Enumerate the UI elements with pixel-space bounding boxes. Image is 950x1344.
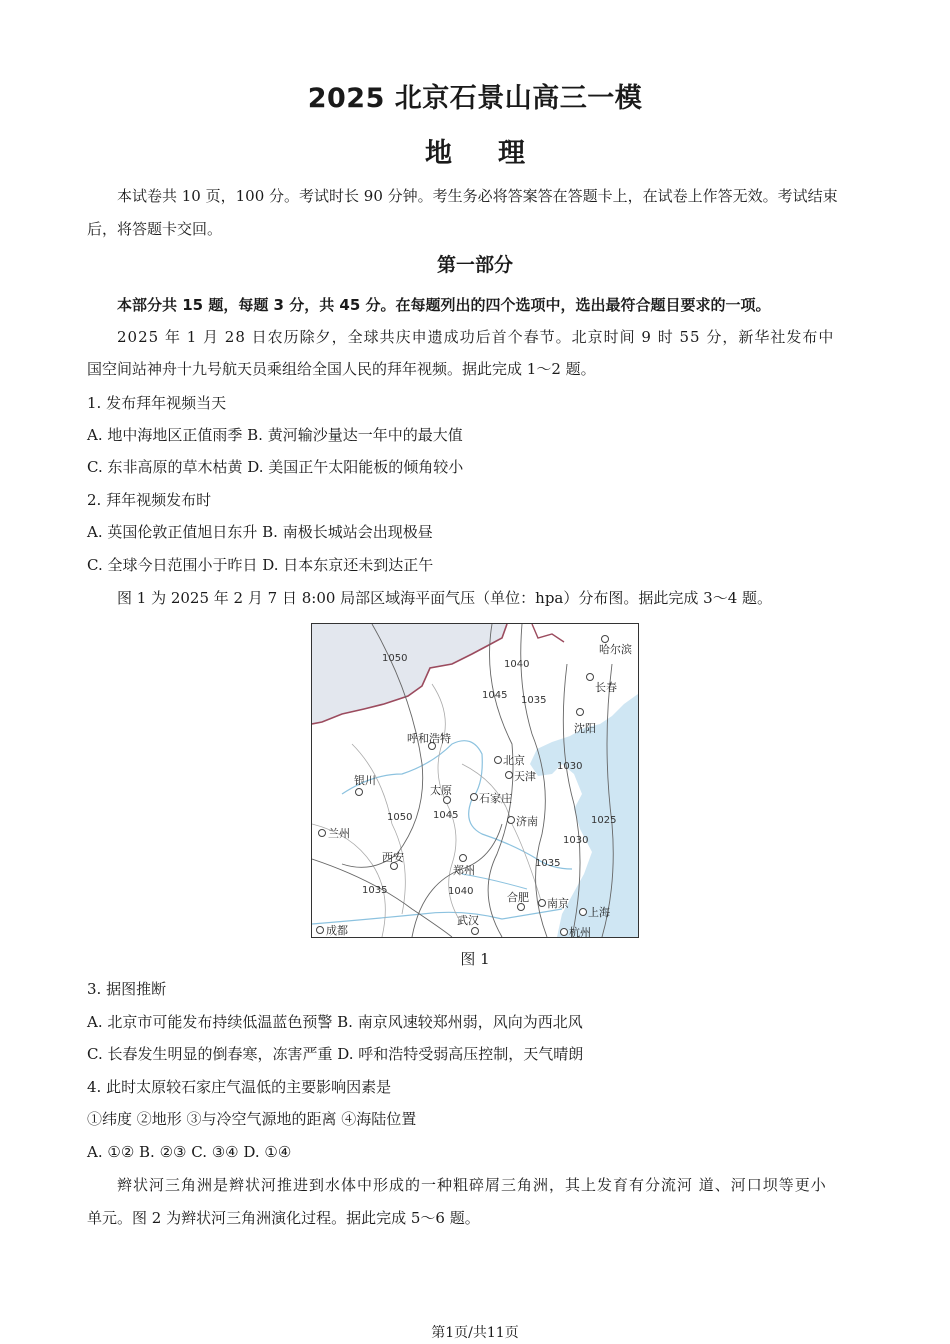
part-one-heading: 第一部分	[436, 254, 513, 276]
exam-title: 2025 北京石景山高三一模	[307, 83, 643, 114]
svg-text:合肥: 合肥	[507, 891, 529, 904]
city-shenyang	[574, 709, 596, 736]
city-zhengzhou	[453, 855, 475, 878]
city-beijing	[495, 753, 526, 767]
svg-text:南京: 南京	[547, 897, 569, 910]
svg-text:郑州: 郑州	[453, 864, 475, 877]
subject-title: 地理	[425, 138, 571, 169]
svg-text:沈阳: 沈阳	[574, 722, 596, 735]
isobar-label: 1045	[433, 810, 459, 821]
question-4-factors: ①纬度 ②地形 ③与冷空气源地的距离 ④海陆位置	[87, 1110, 417, 1128]
northeast-border	[532, 624, 564, 642]
province-border-4	[312, 824, 388, 937]
city-hohhot	[407, 731, 451, 750]
isobar-label: 1040	[504, 659, 530, 670]
question-3-options-cd: C. 长春发生明显的倒春寒，冻害严重 D. 呼和浩特受弱高压控制，天气晴朗	[87, 1045, 584, 1063]
svg-text:武汉: 武汉	[457, 914, 479, 927]
svg-text:太原: 太原	[430, 784, 452, 797]
svg-text:长春: 长春	[595, 681, 617, 694]
svg-text:兰州: 兰州	[328, 827, 350, 840]
question-4-stem: 4. 此时太原较石家庄气温低的主要影响因素是	[87, 1078, 392, 1096]
city-shijiazhuang	[471, 791, 513, 805]
question-3-stem: 3. 据图推断	[87, 980, 167, 998]
question-3-options-ab: A. 北京市可能发布持续低温蓝色预警 B. 南京风速较郑州弱，风向为西北风	[87, 1013, 583, 1031]
city-taiyuan	[430, 783, 452, 804]
city-tianjin	[506, 769, 537, 783]
svg-text:济南: 济南	[516, 815, 538, 828]
isobar-label: 1040	[448, 886, 474, 897]
isobar-label: 1035	[521, 695, 547, 706]
svg-text:呼和浩特: 呼和浩特	[407, 732, 451, 745]
svg-text:成都: 成都	[326, 924, 348, 937]
passage-3-line-1: 辫状河三角洲是辫状河推进到水体中形成的一种粗碎屑三角洲，其上发育有分流河 道、河口坝等更小	[117, 1176, 827, 1194]
city-yinchuan	[354, 773, 376, 796]
isobar-label: 1025	[591, 815, 617, 826]
passage-1-line-1: 2025 年 1 月 28 日农历除夕，全球共庆申遗成功后首个春节。北京时间 9 时 55 分，新华社发布中	[117, 328, 835, 346]
isobar-label: 1045	[482, 690, 508, 701]
passage-3-line-2: 单元。图 2 为辫状河三角洲演化过程。据此完成 5～6 题。	[87, 1209, 480, 1227]
svg-text:哈尔滨: 哈尔滨	[599, 643, 632, 656]
city-chengdu	[317, 923, 349, 937]
exam-instructions: 本试卷共 10 页，100 分。考试时长 90 分钟。考生务必将答案答在答题卡上，在试卷上作答无效。考试结束后，将答题卡交回。	[87, 187, 838, 238]
part-one-instruction: 本部分共 15 题，每题 3 分，共 45 分。在每题列出的四个选项中，选出最符合题目要求的一项。	[117, 296, 771, 314]
question-1-stem: 1. 发布拜年视频当天	[87, 394, 227, 412]
city-xian	[382, 850, 404, 870]
isobar-label: 1030	[557, 761, 583, 772]
figure-1-caption: 图 1	[460, 950, 490, 968]
city-wuhan	[457, 913, 479, 935]
page-footer: 第1页/共11页	[431, 1325, 519, 1341]
question-4-options: A. ①② B. ②③ C. ③④ D. ①④	[87, 1143, 292, 1161]
isobar-label: 1030	[563, 835, 589, 846]
pressure-map-figure	[311, 623, 639, 938]
isobar-label: 1035	[535, 858, 561, 869]
city-lanzhou	[319, 827, 351, 840]
city-harbin	[599, 636, 632, 657]
svg-text:西安: 西安	[382, 851, 404, 864]
question-2-options-cd: C. 全球今日范围小于昨日 D. 日本东京还未到达正午	[87, 556, 434, 574]
passage-2: 图 1 为 2025 年 2 月 7 日 8:00 局部区域海平面气压（单位：hpa）分布图。据此完成 3～4 题。	[117, 589, 773, 607]
svg-text:天津: 天津	[514, 770, 536, 783]
question-1-options-cd: C. 东非高原的草木枯黄 D. 美国正午太阳能板的倾角较小	[87, 458, 464, 476]
pressure-map	[312, 624, 638, 937]
isobar-label: 1050	[382, 653, 408, 664]
city-nanjing	[539, 896, 570, 910]
isobar-label: 1050	[387, 812, 413, 823]
svg-text:石家庄: 石家庄	[479, 792, 512, 805]
svg-text:银川: 银川	[354, 774, 376, 787]
city-hefei	[507, 890, 529, 911]
city-jinan	[508, 814, 539, 828]
svg-text:上海: 上海	[588, 906, 610, 919]
svg-text:杭州: 杭州	[569, 926, 591, 937]
question-2-options-ab: A. 英国伦敦正值旭日东升 B. 南极长城站会出现极昼	[87, 523, 433, 541]
city-changchun	[587, 674, 618, 695]
isobar-label: 1035	[362, 885, 388, 896]
province-border-3	[462, 764, 542, 904]
question-2-stem: 2. 拜年视频发布时	[87, 491, 212, 509]
passage-1-line-2: 国空间站神舟十九号航天员乘组给全国人民的拜年视频。据此完成 1～2 题。	[87, 360, 596, 378]
svg-text:北京: 北京	[503, 754, 525, 767]
yangtze-river	[312, 909, 562, 924]
question-1-options-ab: A. 地中海地区正值雨季 B. 黄河输沙量达一年中的最大值	[87, 426, 463, 444]
